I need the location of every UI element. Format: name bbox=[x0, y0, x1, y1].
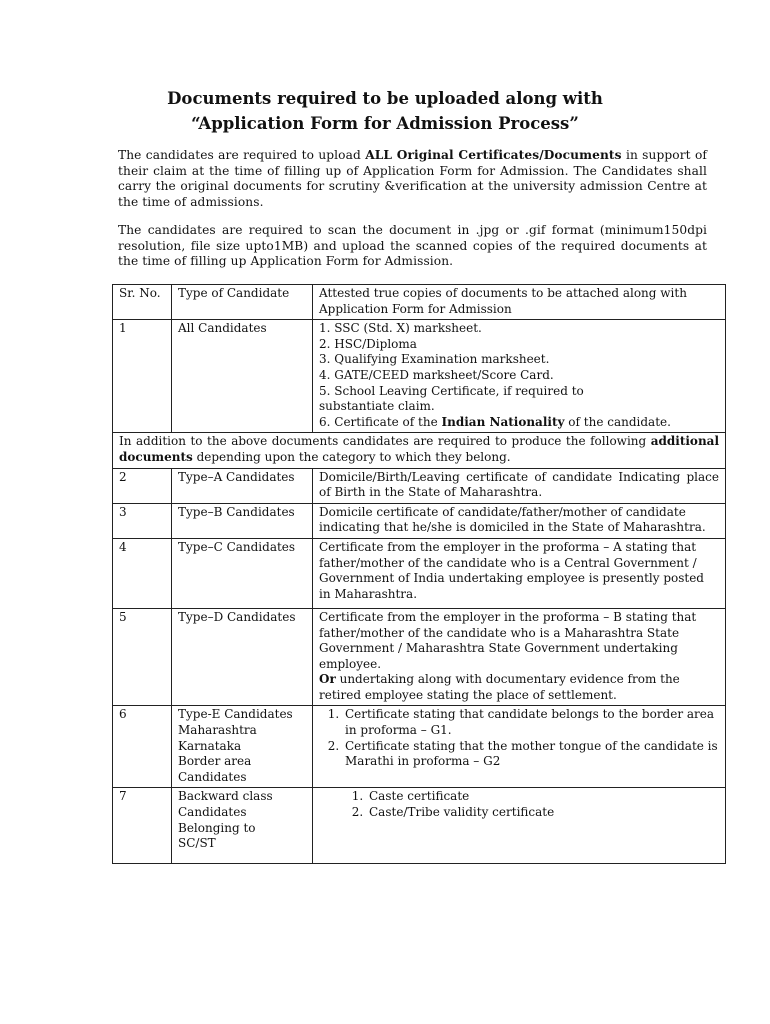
doc-item-text: of the candidate. bbox=[564, 414, 671, 429]
list-item: 1. Certificate stating that candidate belongs to the border area in proforma – G1. bbox=[343, 707, 719, 738]
table-row bbox=[113, 608, 726, 706]
doc-item bbox=[319, 415, 719, 431]
row-sr-no: 3 bbox=[113, 503, 172, 538]
row-sr-no: 4 bbox=[113, 538, 172, 608]
type-line: Candidates bbox=[178, 769, 247, 784]
list-item: 2. Certificate stating that the mother tongue of the candidate is Marathi in proforma – G2 bbox=[343, 739, 719, 770]
table-header-row bbox=[113, 285, 726, 320]
row-documents: Certificate from the employer in the proforma – A stating that father/mother of the candidate who is a Central Government / Government of India undertaking employee is presently posted in Maharashtra. bbox=[313, 538, 726, 608]
table-row bbox=[113, 538, 726, 608]
row-type: Type–A Candidates bbox=[172, 468, 313, 503]
header-sr-no: Sr. No. bbox=[113, 285, 172, 320]
or-text: undertaking along with documentary evidence from the retired employee stating the place of settlement. bbox=[319, 672, 680, 702]
row-type: Type–D Candidates bbox=[172, 608, 313, 706]
doc-text bbox=[319, 672, 719, 703]
document-title bbox=[0, 86, 770, 136]
doc-text: Certificate from the employer in the proforma – B stating that father/mother of the candidate who is a Maharashtra State Government / Maharashtra State Government undertaking employee. bbox=[319, 609, 697, 671]
additional-docs-row bbox=[113, 433, 726, 468]
header-type: Type of Candidate bbox=[172, 285, 313, 320]
note-text: depending upon the category to which they belong. bbox=[192, 449, 511, 464]
row-sr-no: 6 bbox=[113, 706, 172, 788]
type-line: Backward class bbox=[178, 789, 273, 804]
type-line: Maharashtra bbox=[178, 723, 257, 738]
table-row bbox=[113, 320, 726, 433]
header-documents: Attested true copies of documents to be attached along with Application Form for Admission bbox=[313, 285, 726, 320]
title-line-1: Documents required to be uploaded along with bbox=[167, 89, 603, 108]
row-type bbox=[172, 706, 313, 788]
table-row bbox=[113, 503, 726, 538]
type-line: Belonging to bbox=[178, 820, 256, 835]
row-documents bbox=[313, 706, 726, 788]
type-line: Karnataka bbox=[178, 738, 242, 753]
intro-bold-text: ALL Original Certificates/Documents bbox=[365, 148, 622, 162]
doc-item: 2. HSC/Diploma bbox=[319, 336, 417, 351]
type-line: Border area bbox=[178, 754, 252, 769]
row-documents bbox=[313, 608, 726, 706]
row-sr-no: 1 bbox=[113, 320, 172, 433]
intro-text-end: in support of their claim at the time of filling up of Application Form for Admission. The Candidates shall carry the original documents for scrutiny &verification at the university admission Centre at the time of admissions. bbox=[118, 148, 708, 209]
type-line: SC/ST bbox=[178, 836, 216, 851]
doc-item: 5. School Leaving Certificate, if required to bbox=[319, 383, 584, 398]
certificate-list bbox=[319, 789, 719, 820]
row-sr-no: 5 bbox=[113, 608, 172, 706]
row-documents: Domicile certificate of candidate/father/mother of candidate indicating that he/she is domiciled in the State of Maharashtra. bbox=[313, 503, 726, 538]
title-line-2: “Application Form for Admission Process” bbox=[191, 114, 579, 133]
doc-item-bold: Indian Nationality bbox=[441, 414, 565, 429]
row-type: All Candidates bbox=[172, 320, 313, 433]
doc-item: 3. Qualifying Examination marksheet. bbox=[319, 352, 550, 367]
intro-text-start: The candidates are required to upload bbox=[118, 148, 366, 162]
doc-item: substantiate claim. bbox=[319, 399, 435, 414]
list-item: 2. Caste/Tribe validity certificate bbox=[367, 805, 719, 821]
table-row bbox=[113, 706, 726, 788]
documents-table bbox=[112, 284, 726, 864]
row-type: Type–C Candidates bbox=[172, 538, 313, 608]
doc-item-text: 6. Certificate of the bbox=[319, 414, 442, 429]
list-item: 1. Caste certificate bbox=[367, 789, 719, 805]
row-documents bbox=[313, 320, 726, 433]
additional-docs-note bbox=[113, 433, 726, 468]
doc-item: 4. GATE/CEED marksheet/Score Card. bbox=[319, 367, 554, 382]
type-line: Type-E Candidates bbox=[178, 707, 293, 722]
doc-item: 1. SSC (Std. X) marksheet. bbox=[319, 321, 482, 336]
note-bold: additional documents bbox=[119, 434, 719, 464]
row-type bbox=[172, 788, 313, 864]
row-sr-no: 2 bbox=[113, 468, 172, 503]
intro-paragraph-1 bbox=[118, 148, 707, 210]
row-type: Type–B Candidates bbox=[172, 503, 313, 538]
note-text: In addition to the above documents candidates are required to produce the following bbox=[119, 434, 651, 449]
row-documents bbox=[313, 788, 726, 864]
table-row bbox=[113, 468, 726, 503]
certificate-list bbox=[319, 707, 719, 769]
row-sr-no: 7 bbox=[113, 788, 172, 864]
row-documents: Domicile/Birth/Leaving certificate of candidate Indicating place of Birth in the State of Maharashtra. bbox=[313, 468, 726, 503]
or-bold: Or bbox=[319, 672, 336, 687]
type-line: Candidates bbox=[178, 805, 247, 820]
intro-paragraph-2: The candidates are required to scan the document in .jpg or .gif format (minimum150dpi resolution, file size upto1MB) and upload the scanned copies of the required documents at the time of filling up Application Form for Admission. bbox=[118, 223, 707, 269]
table-row bbox=[113, 788, 726, 864]
